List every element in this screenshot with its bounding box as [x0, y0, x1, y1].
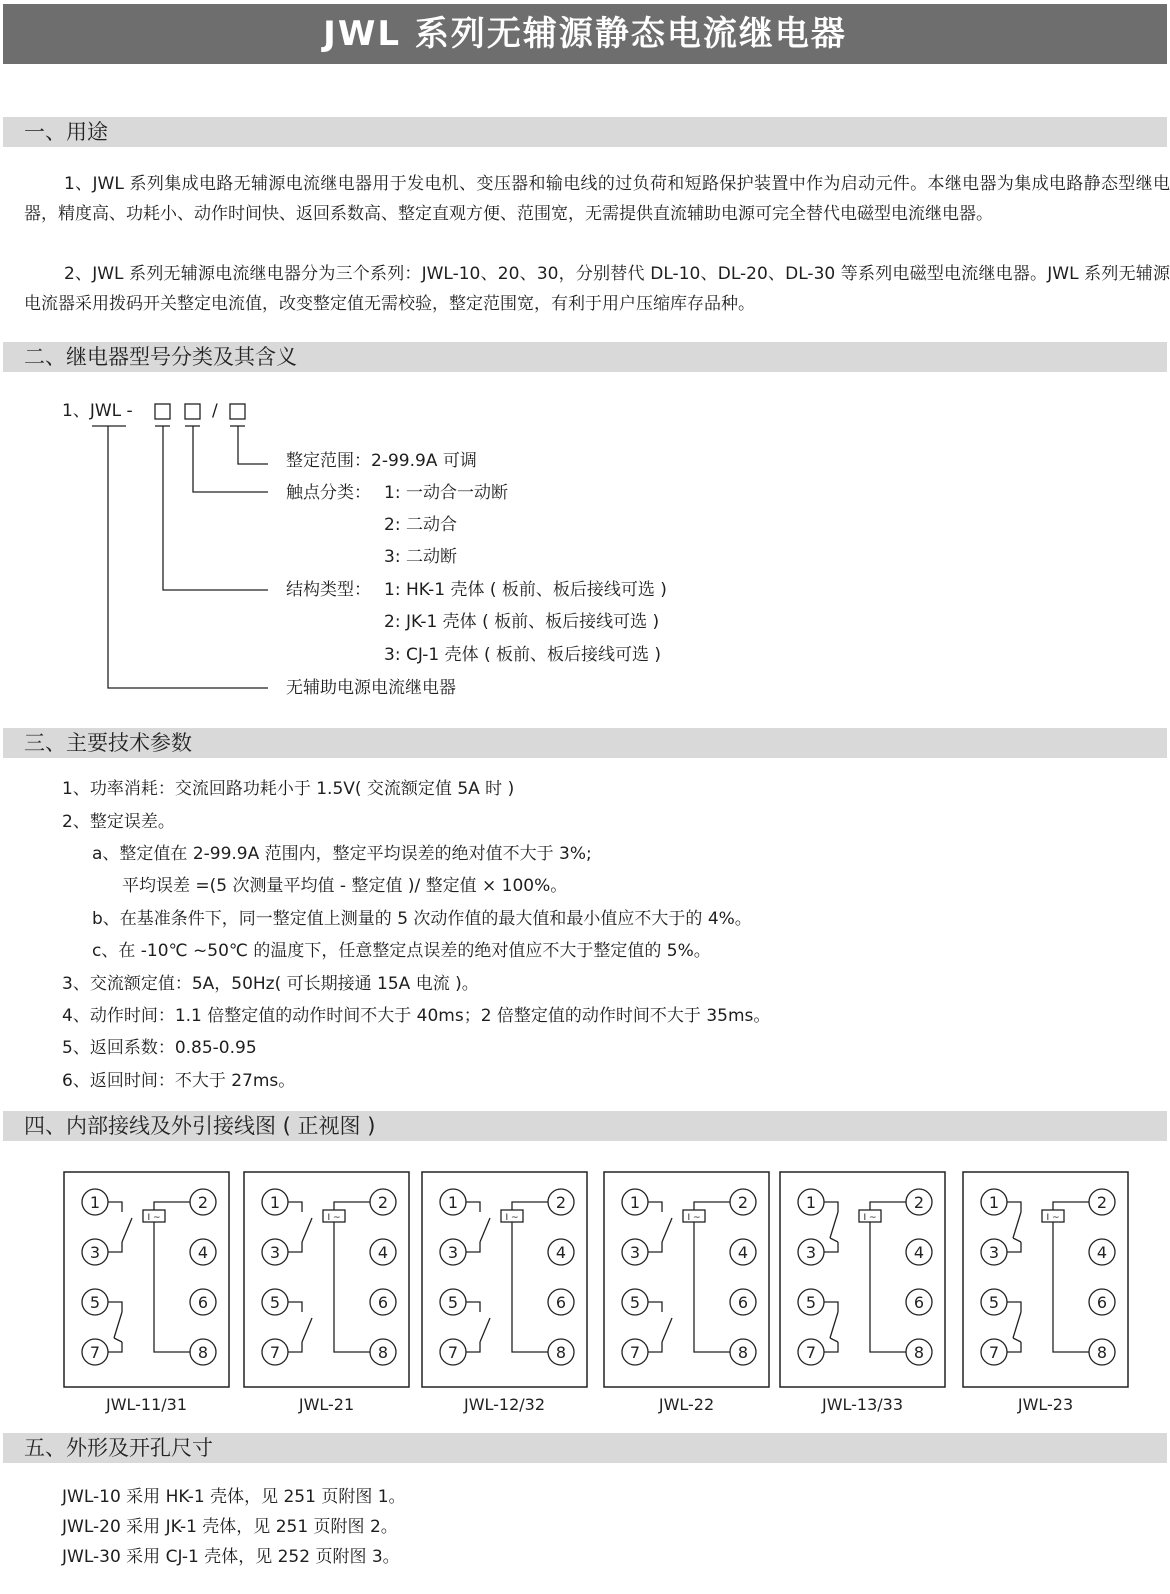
terminal-label: 1: [805, 1193, 817, 1212]
model-struct-2: 2: JK-1 壳体 ( 板前、板后接线可选 ): [384, 612, 660, 632]
model-code-diagram: [0, 390, 300, 710]
usage-paragraph-1: 1、JWL 系列集成电路无辅源电流继电器用于发电机、变压器和输电线的过负荷和短路保护装置中作为启动元件。本继电器为集成电路静态型继电器，精度高、功耗小、动作时间快、返回系数高、整定直观方便、范围宽，无需提供直流辅助电源可完全替代电磁型电流继电器。: [24, 174, 1170, 224]
terminal-label: 8: [1096, 1343, 1108, 1362]
terminal-label: 4: [197, 1243, 209, 1262]
terminal-label: 2: [737, 1193, 749, 1212]
contact-wire: [1007, 1242, 1021, 1252]
terminal-label: 2: [377, 1193, 389, 1212]
contact-wire: [466, 1302, 480, 1312]
contact-blade: [830, 1338, 838, 1342]
terminal-label: 2: [555, 1193, 567, 1212]
terminal-label: 2: [1096, 1193, 1108, 1212]
terminal-label: 8: [913, 1343, 925, 1362]
contact-wire: [1007, 1342, 1021, 1352]
contact-wire: [648, 1202, 662, 1212]
contact-wire: [648, 1342, 662, 1352]
model-contact-2: 2: 二动合: [384, 515, 457, 535]
diagram-label: JWL-22: [658, 1395, 715, 1414]
diagram-label: JWL-13/33: [821, 1395, 904, 1414]
contact-wire: [466, 1242, 480, 1252]
element-wire: [694, 1202, 730, 1210]
element-label: I ~: [687, 1213, 701, 1223]
contact-wire: [824, 1242, 838, 1252]
model-slash: /: [212, 401, 218, 421]
diagram-label: JWL-23: [1017, 1395, 1074, 1414]
element-wire: [334, 1222, 370, 1352]
terminal-label: 3: [447, 1243, 459, 1262]
terminal-label: 3: [988, 1243, 1000, 1262]
contact-blade: [830, 1312, 838, 1338]
terminal-label: 7: [988, 1343, 1000, 1362]
terminal-label: 1: [447, 1193, 459, 1212]
model-contact-label: 触点分类：: [286, 483, 371, 503]
terminal-label: 3: [269, 1243, 281, 1262]
model-struct-label: 结构类型：: [286, 580, 371, 600]
element-wire: [512, 1222, 548, 1352]
terminal-label: 1: [89, 1193, 101, 1212]
dimension-line: JWL-20 采用 JK-1 壳体，见 251 页附图 2。: [62, 1517, 398, 1537]
contact-wire: [108, 1242, 122, 1252]
param-line: c、在 -10℃ ~50℃ 的温度下，任意整定点误差的绝对值应不大于整定值的 5%。: [92, 941, 711, 961]
contact-wire: [1007, 1202, 1021, 1212]
model-struct-1: 1: HK-1 壳体 ( 板前、板后接线可选 ): [384, 580, 667, 600]
terminal-label: 7: [805, 1343, 817, 1362]
section-heading-params: 三、主要技术参数: [3, 728, 1167, 758]
contact-blade: [662, 1318, 672, 1342]
contact-wire: [824, 1202, 838, 1212]
leader-struct: [163, 426, 268, 590]
param-line: 6、返回时间：不大于 27ms。: [62, 1071, 296, 1091]
param-line: b、在基准条件下，同一整定值上测量的 5 次动作值的最大值和最小值应不大于的 4%。: [92, 909, 752, 929]
terminal-label: 6: [913, 1293, 925, 1312]
terminal-label: 7: [269, 1343, 281, 1362]
leader-contact: [193, 426, 268, 492]
terminal-label: 7: [89, 1343, 101, 1362]
contact-wire: [108, 1202, 122, 1212]
terminal-label: 5: [89, 1293, 101, 1312]
element-wire: [870, 1222, 906, 1352]
terminal-label: 3: [629, 1243, 641, 1262]
contact-blade: [122, 1218, 132, 1242]
param-line: 1、功率消耗：交流回路功耗小于 1.5V( 交流额定值 5A 时 ): [62, 779, 515, 799]
element-label: I ~: [505, 1213, 519, 1223]
contact-blade: [1013, 1238, 1021, 1242]
diagram-label: JWL-12/32: [463, 1395, 546, 1414]
terminal-label: 4: [737, 1243, 749, 1262]
usage-paragraph-2: 2、JWL 系列无辅源电流继电器分为三个系列：JWL-10、20、30，分别替代 DL-10、DL-20、DL-30 等系列电磁型电流继电器。JWL 系列无辅源电流器采用拨码开关整定电流值，改变整定值无需校验，整定范围宽，有利于用户压缩库存品种。: [24, 264, 1170, 314]
terminal-label: 8: [737, 1343, 749, 1362]
dimension-line: JWL-10 采用 HK-1 壳体，见 251 页附图 1。: [62, 1487, 406, 1507]
element-wire: [870, 1202, 906, 1210]
contact-wire: [288, 1242, 302, 1252]
section-heading-dimensions: 五、外形及开孔尺寸: [3, 1433, 1167, 1463]
terminal-label: 7: [447, 1343, 459, 1362]
terminal-label: 8: [197, 1343, 209, 1362]
terminal-label: 4: [1096, 1243, 1108, 1262]
contact-blade: [662, 1218, 672, 1242]
code-box-1: [155, 404, 170, 419]
code-box-2: [185, 404, 200, 419]
param-line: 2、整定误差。: [62, 812, 175, 832]
contact-wire: [288, 1302, 302, 1312]
element-wire: [1053, 1202, 1089, 1210]
element-wire: [1053, 1222, 1089, 1352]
contact-wire: [108, 1302, 122, 1312]
leader-range: [238, 426, 268, 464]
contact-wire: [466, 1202, 480, 1212]
contact-blade: [1013, 1338, 1021, 1342]
param-line: a、整定值在 2-99.9A 范围内，整定平均误差的绝对值不大于 3%;: [92, 844, 592, 864]
terminal-label: 6: [197, 1293, 209, 1312]
contact-blade: [480, 1318, 490, 1342]
terminal-label: 1: [269, 1193, 281, 1212]
terminal-label: 8: [555, 1343, 567, 1362]
diagram-label: JWL-21: [298, 1395, 355, 1414]
terminal-label: 5: [988, 1293, 1000, 1312]
param-line: 4、动作时间：1.1 倍整定值的动作时间不大于 40ms；2 倍整定值的动作时间不大于 35ms。: [62, 1006, 771, 1026]
terminal-label: 1: [629, 1193, 641, 1212]
contact-wire: [108, 1342, 122, 1352]
terminal-label: 3: [805, 1243, 817, 1262]
model-range: 整定范围：2-99.9A 可调: [286, 451, 477, 471]
param-line: 5、返回系数：0.85-0.95: [62, 1038, 257, 1058]
leader-base: [108, 426, 268, 688]
contact-wire: [824, 1342, 838, 1352]
contact-blade: [480, 1218, 490, 1242]
contact-blade: [1013, 1212, 1021, 1238]
section-heading-usage: 一、用途: [3, 117, 1167, 147]
element-label: I ~: [1046, 1213, 1060, 1223]
contact-wire: [1007, 1302, 1021, 1312]
contact-wire: [648, 1242, 662, 1252]
element-wire: [154, 1202, 190, 1210]
param-line: 平均误差 =(5 次测量平均值 - 整定值 )/ 整定值 × 100%。: [122, 876, 568, 896]
element-wire: [512, 1202, 548, 1210]
terminal-label: 5: [629, 1293, 641, 1312]
model-code: 1、JWL -: [62, 401, 133, 421]
contact-wire: [288, 1202, 302, 1212]
terminal-label: 4: [913, 1243, 925, 1262]
element-label: I ~: [863, 1213, 877, 1223]
model-contact-1: 1: 一动合一动断: [384, 483, 508, 503]
contact-blade: [302, 1318, 312, 1342]
element-wire: [334, 1202, 370, 1210]
terminal-label: 2: [197, 1193, 209, 1212]
terminal-label: 2: [913, 1193, 925, 1212]
contact-blade: [302, 1218, 312, 1242]
contact-wire: [466, 1342, 480, 1352]
contact-wire: [648, 1302, 662, 1312]
dimension-line: JWL-30 采用 CJ-1 壳体，见 252 页附图 3。: [62, 1547, 400, 1567]
terminal-label: 5: [805, 1293, 817, 1312]
model-struct-3: 3: CJ-1 壳体 ( 板前、板后接线可选 ): [384, 645, 662, 665]
contact-blade: [114, 1338, 122, 1342]
wiring-diagrams: [0, 1160, 1170, 1420]
contact-blade: [830, 1238, 838, 1242]
terminal-label: 6: [555, 1293, 567, 1312]
code-box-3: [230, 404, 245, 419]
section-heading-wiring: 四、内部接线及外引接线图 ( 正视图 ): [3, 1111, 1167, 1141]
contact-blade: [114, 1312, 122, 1338]
model-base: 无辅助电源电流继电器: [286, 678, 456, 698]
page-title: JWL 系列无辅源静态电流继电器: [3, 4, 1167, 64]
terminal-label: 6: [377, 1293, 389, 1312]
terminal-label: 5: [269, 1293, 281, 1312]
element-label: I ~: [327, 1213, 341, 1223]
contact-wire: [824, 1302, 838, 1312]
terminal-label: 8: [377, 1343, 389, 1362]
element-wire: [694, 1222, 730, 1352]
contact-blade: [1013, 1312, 1021, 1338]
terminal-label: 1: [988, 1193, 1000, 1212]
model-contact-3: 3: 二动断: [384, 547, 457, 567]
param-line: 3、交流额定值：5A，50Hz( 可长期接通 15A 电流 )。: [62, 974, 479, 994]
terminal-label: 7: [629, 1343, 641, 1362]
terminal-label: 3: [89, 1243, 101, 1262]
terminal-label: 4: [555, 1243, 567, 1262]
terminal-label: 4: [377, 1243, 389, 1262]
section-heading-model: 二、继电器型号分类及其含义: [3, 342, 1167, 372]
terminal-label: 6: [1096, 1293, 1108, 1312]
terminal-label: 5: [447, 1293, 459, 1312]
contact-wire: [288, 1342, 302, 1352]
terminal-label: 6: [737, 1293, 749, 1312]
diagram-label: JWL-11/31: [105, 1395, 188, 1414]
element-label: I ~: [147, 1213, 161, 1223]
contact-blade: [830, 1212, 838, 1238]
element-wire: [154, 1222, 190, 1352]
